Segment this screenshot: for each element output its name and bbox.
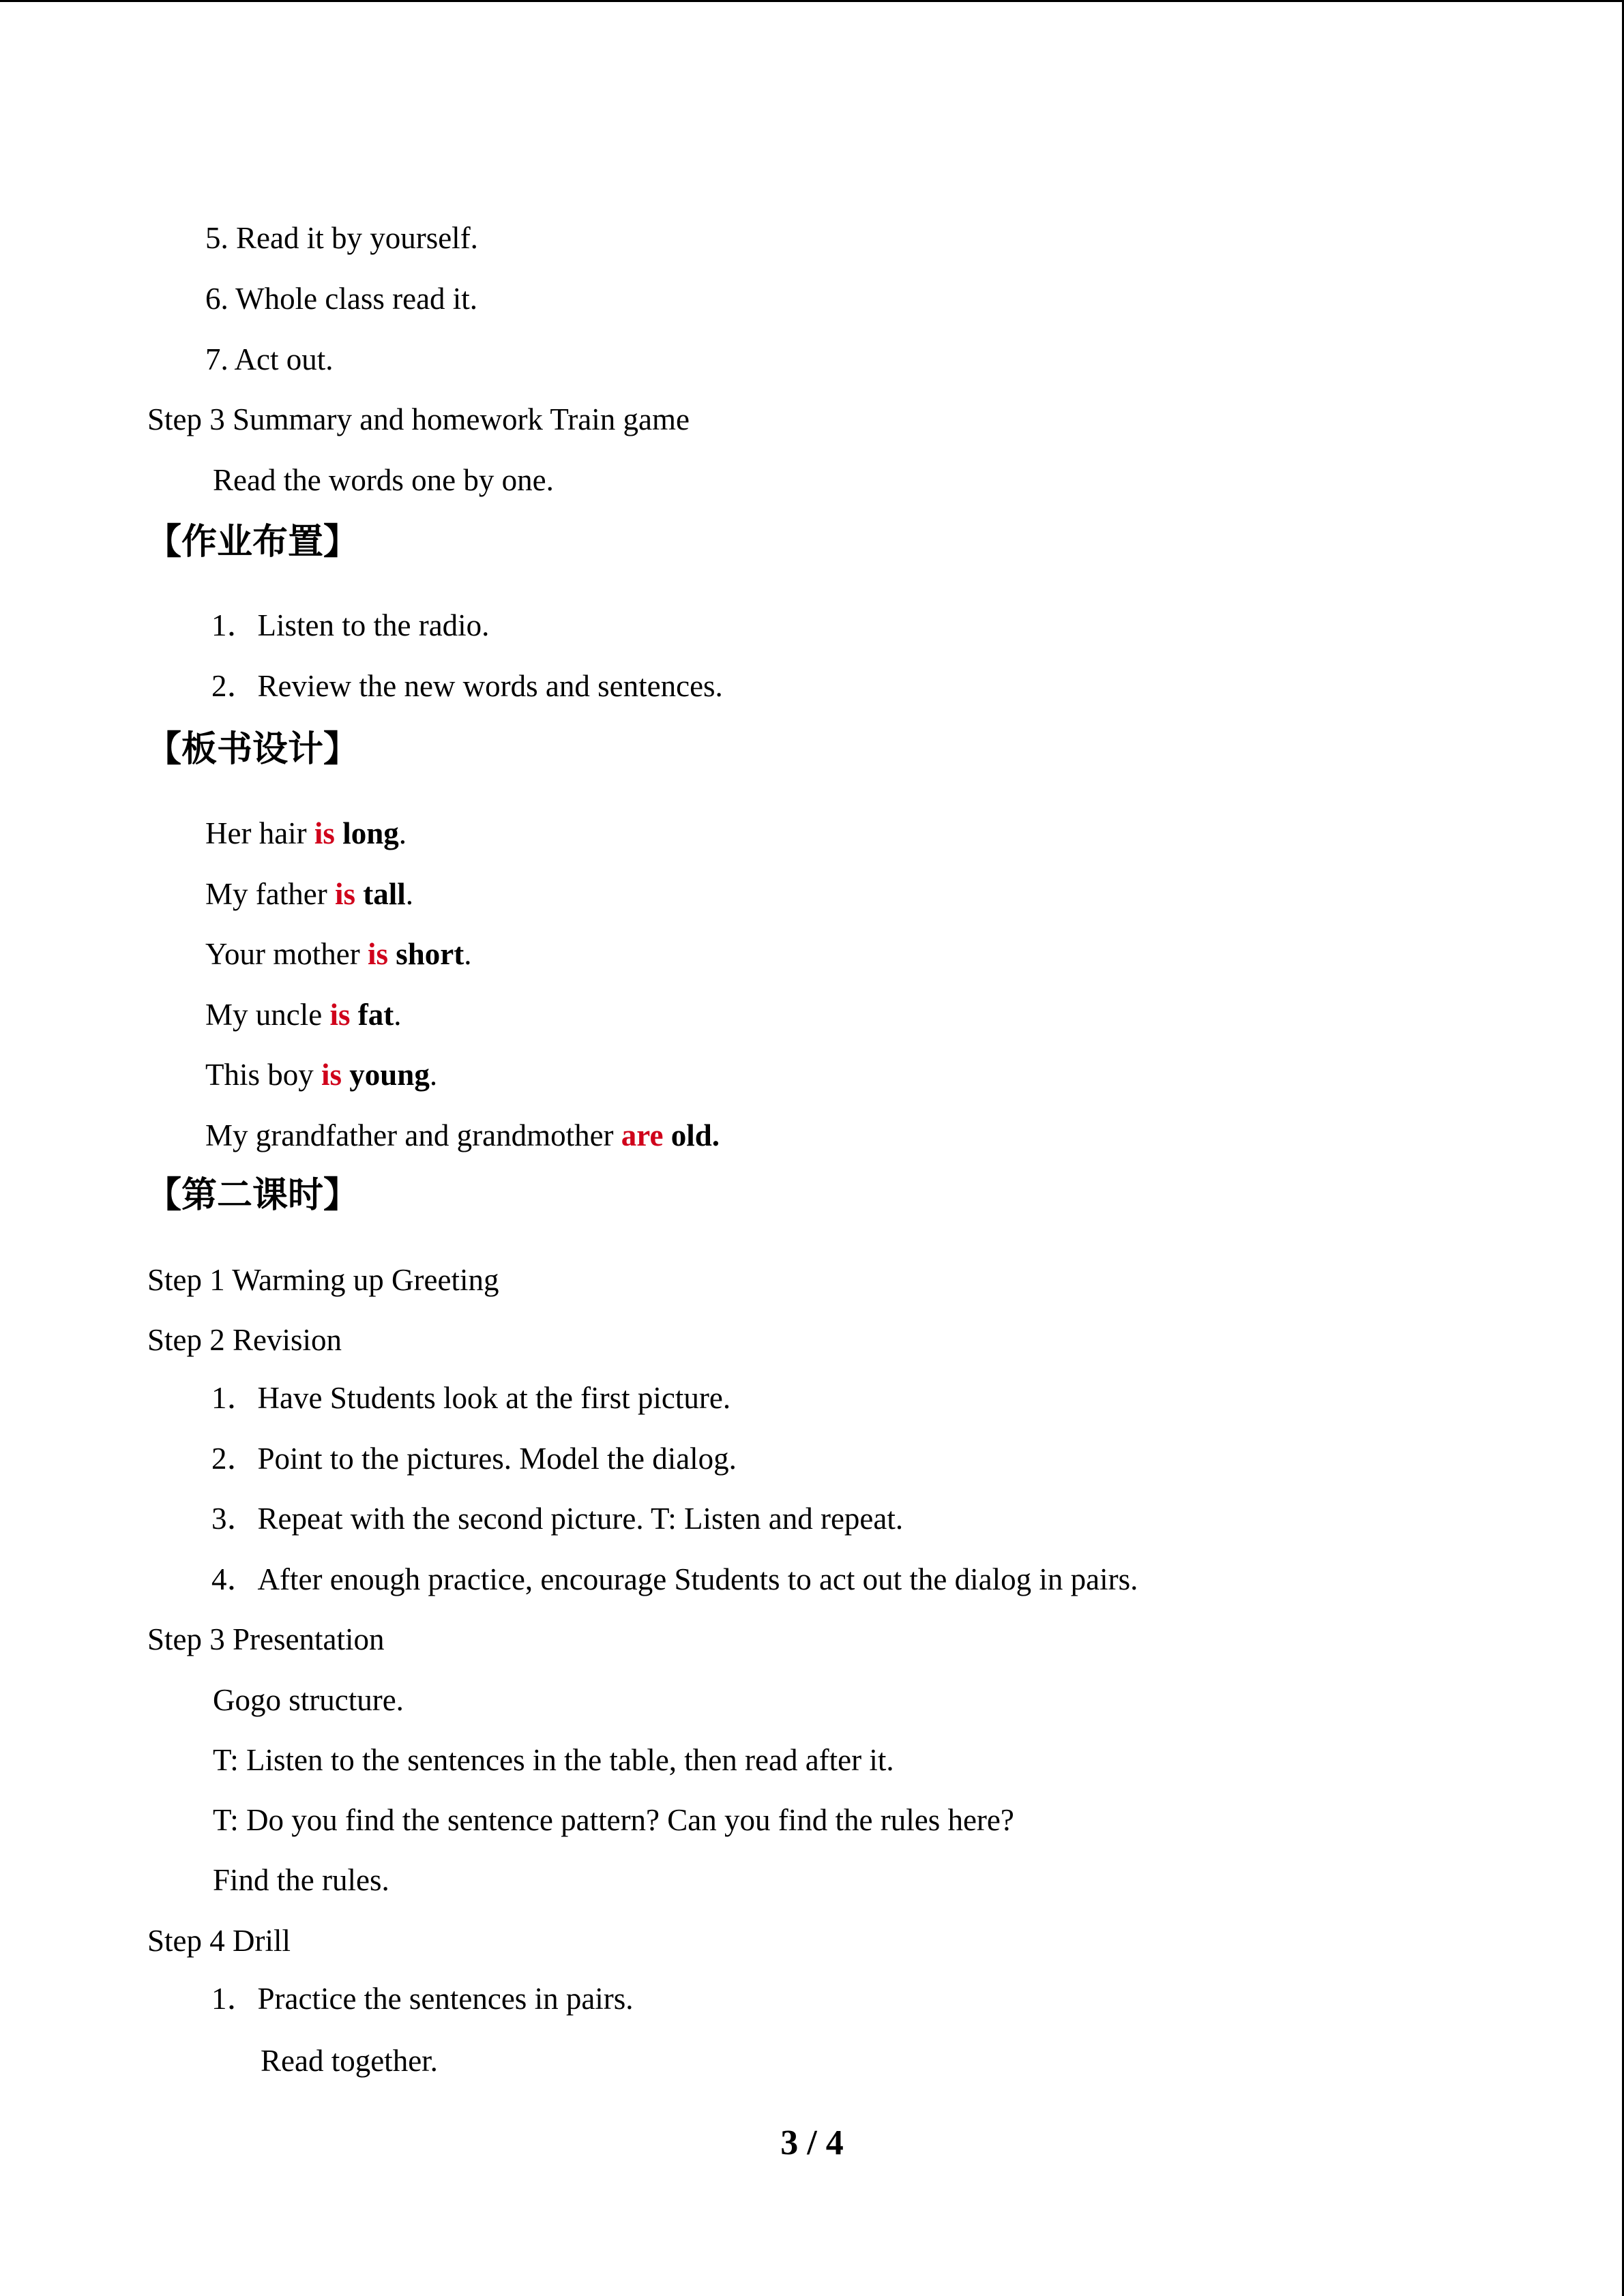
sentence-verb: is xyxy=(334,877,355,911)
text-line: Read together. xyxy=(261,2044,438,2078)
sentence-adjective: fat xyxy=(357,998,394,1032)
list-text: Repeat with the second picture. T: Listen and repeat. xyxy=(257,1502,904,1536)
text-line: 5. Read it by yourself. xyxy=(205,221,478,255)
section-heading-lesson2: 【第二课时】 xyxy=(146,1175,359,1216)
list-text: Have Students look at the first picture. xyxy=(257,1381,731,1415)
list-number: 1． xyxy=(211,1982,258,2016)
text-line: Gogo structure. xyxy=(213,1683,404,1717)
text-line: T: Listen to the sentences in the table, then read after it. xyxy=(213,1743,894,1777)
step-line: Step 3 Summary and homework Train game xyxy=(147,402,690,436)
sentence-subject: My uncle xyxy=(205,998,330,1032)
sentence-verb: is xyxy=(314,816,335,850)
sentence-verb: are xyxy=(621,1118,664,1152)
sentence-end: . xyxy=(429,1058,438,1092)
list-item xyxy=(211,667,723,705)
sentence-adjective: long xyxy=(342,816,399,850)
list-item xyxy=(211,1980,634,2018)
list-text: Practice the sentences in pairs. xyxy=(257,1982,634,2016)
list-text: After enough practice, encourage Students to act out the dialog in pairs. xyxy=(257,1562,1138,1596)
sentence-subject: This boy xyxy=(205,1058,322,1092)
list-item xyxy=(211,606,489,644)
sentence-subject: My father xyxy=(205,877,335,911)
sentence-end: . xyxy=(394,998,402,1032)
board-sentence xyxy=(205,935,471,973)
sentence-subject: Your mother xyxy=(205,937,368,971)
section-heading-board: 【板书设计】 xyxy=(146,729,359,770)
sentence-verb: is xyxy=(321,1058,342,1092)
list-text: Point to the pictures. Model the dialog. xyxy=(257,1442,737,1476)
board-sentence xyxy=(205,1056,437,1094)
text-line: 6. Whole class read it. xyxy=(205,282,478,316)
sentence-subject: My grandfather and grandmother xyxy=(205,1118,621,1152)
text-line: Find the rules. xyxy=(213,1863,389,1897)
board-sentence xyxy=(205,814,407,852)
list-item xyxy=(211,1560,1138,1598)
sentence-end: . xyxy=(464,937,472,971)
list-number: 1． xyxy=(211,1381,258,1415)
board-sentence xyxy=(205,996,401,1034)
list-text: Listen to the radio. xyxy=(257,608,490,642)
page-number: 3 / 4 xyxy=(780,2123,844,2162)
text-line: T: Do you find the sentence pattern? Can you find the rules here? xyxy=(213,1803,1014,1837)
list-number: 4． xyxy=(211,1562,258,1596)
list-item xyxy=(211,1500,903,1538)
board-sentence xyxy=(205,875,413,913)
sentence-adjective: old. xyxy=(670,1118,720,1152)
list-number: 2． xyxy=(211,1442,258,1476)
list-number: 3． xyxy=(211,1502,258,1536)
text-line: Read the words one by one. xyxy=(213,463,554,497)
list-number: 2． xyxy=(211,669,258,703)
sentence-adjective: young xyxy=(349,1058,430,1092)
list-item xyxy=(211,1440,737,1478)
list-item xyxy=(211,1379,730,1417)
sentence-subject: Her hair xyxy=(205,816,314,850)
step-line: Step 4 Drill xyxy=(147,1924,291,1958)
sentence-verb: is xyxy=(329,998,351,1032)
sentence-adjective: tall xyxy=(363,877,406,911)
list-number: 1． xyxy=(211,608,258,642)
board-sentence xyxy=(205,1116,720,1154)
section-heading-homework: 【作业布置】 xyxy=(146,522,359,563)
sentence-end: . xyxy=(398,816,407,850)
step-line: Step 1 Warming up Greeting xyxy=(147,1263,499,1297)
text-line: 7. Act out. xyxy=(205,342,334,376)
step-line: Step 2 Revision xyxy=(147,1323,342,1357)
sentence-end: . xyxy=(405,877,413,911)
sentence-verb: is xyxy=(367,937,388,971)
list-text: Review the new words and sentences. xyxy=(257,669,723,703)
sentence-adjective: short xyxy=(396,937,464,971)
step-line: Step 3 Presentation xyxy=(147,1622,385,1656)
